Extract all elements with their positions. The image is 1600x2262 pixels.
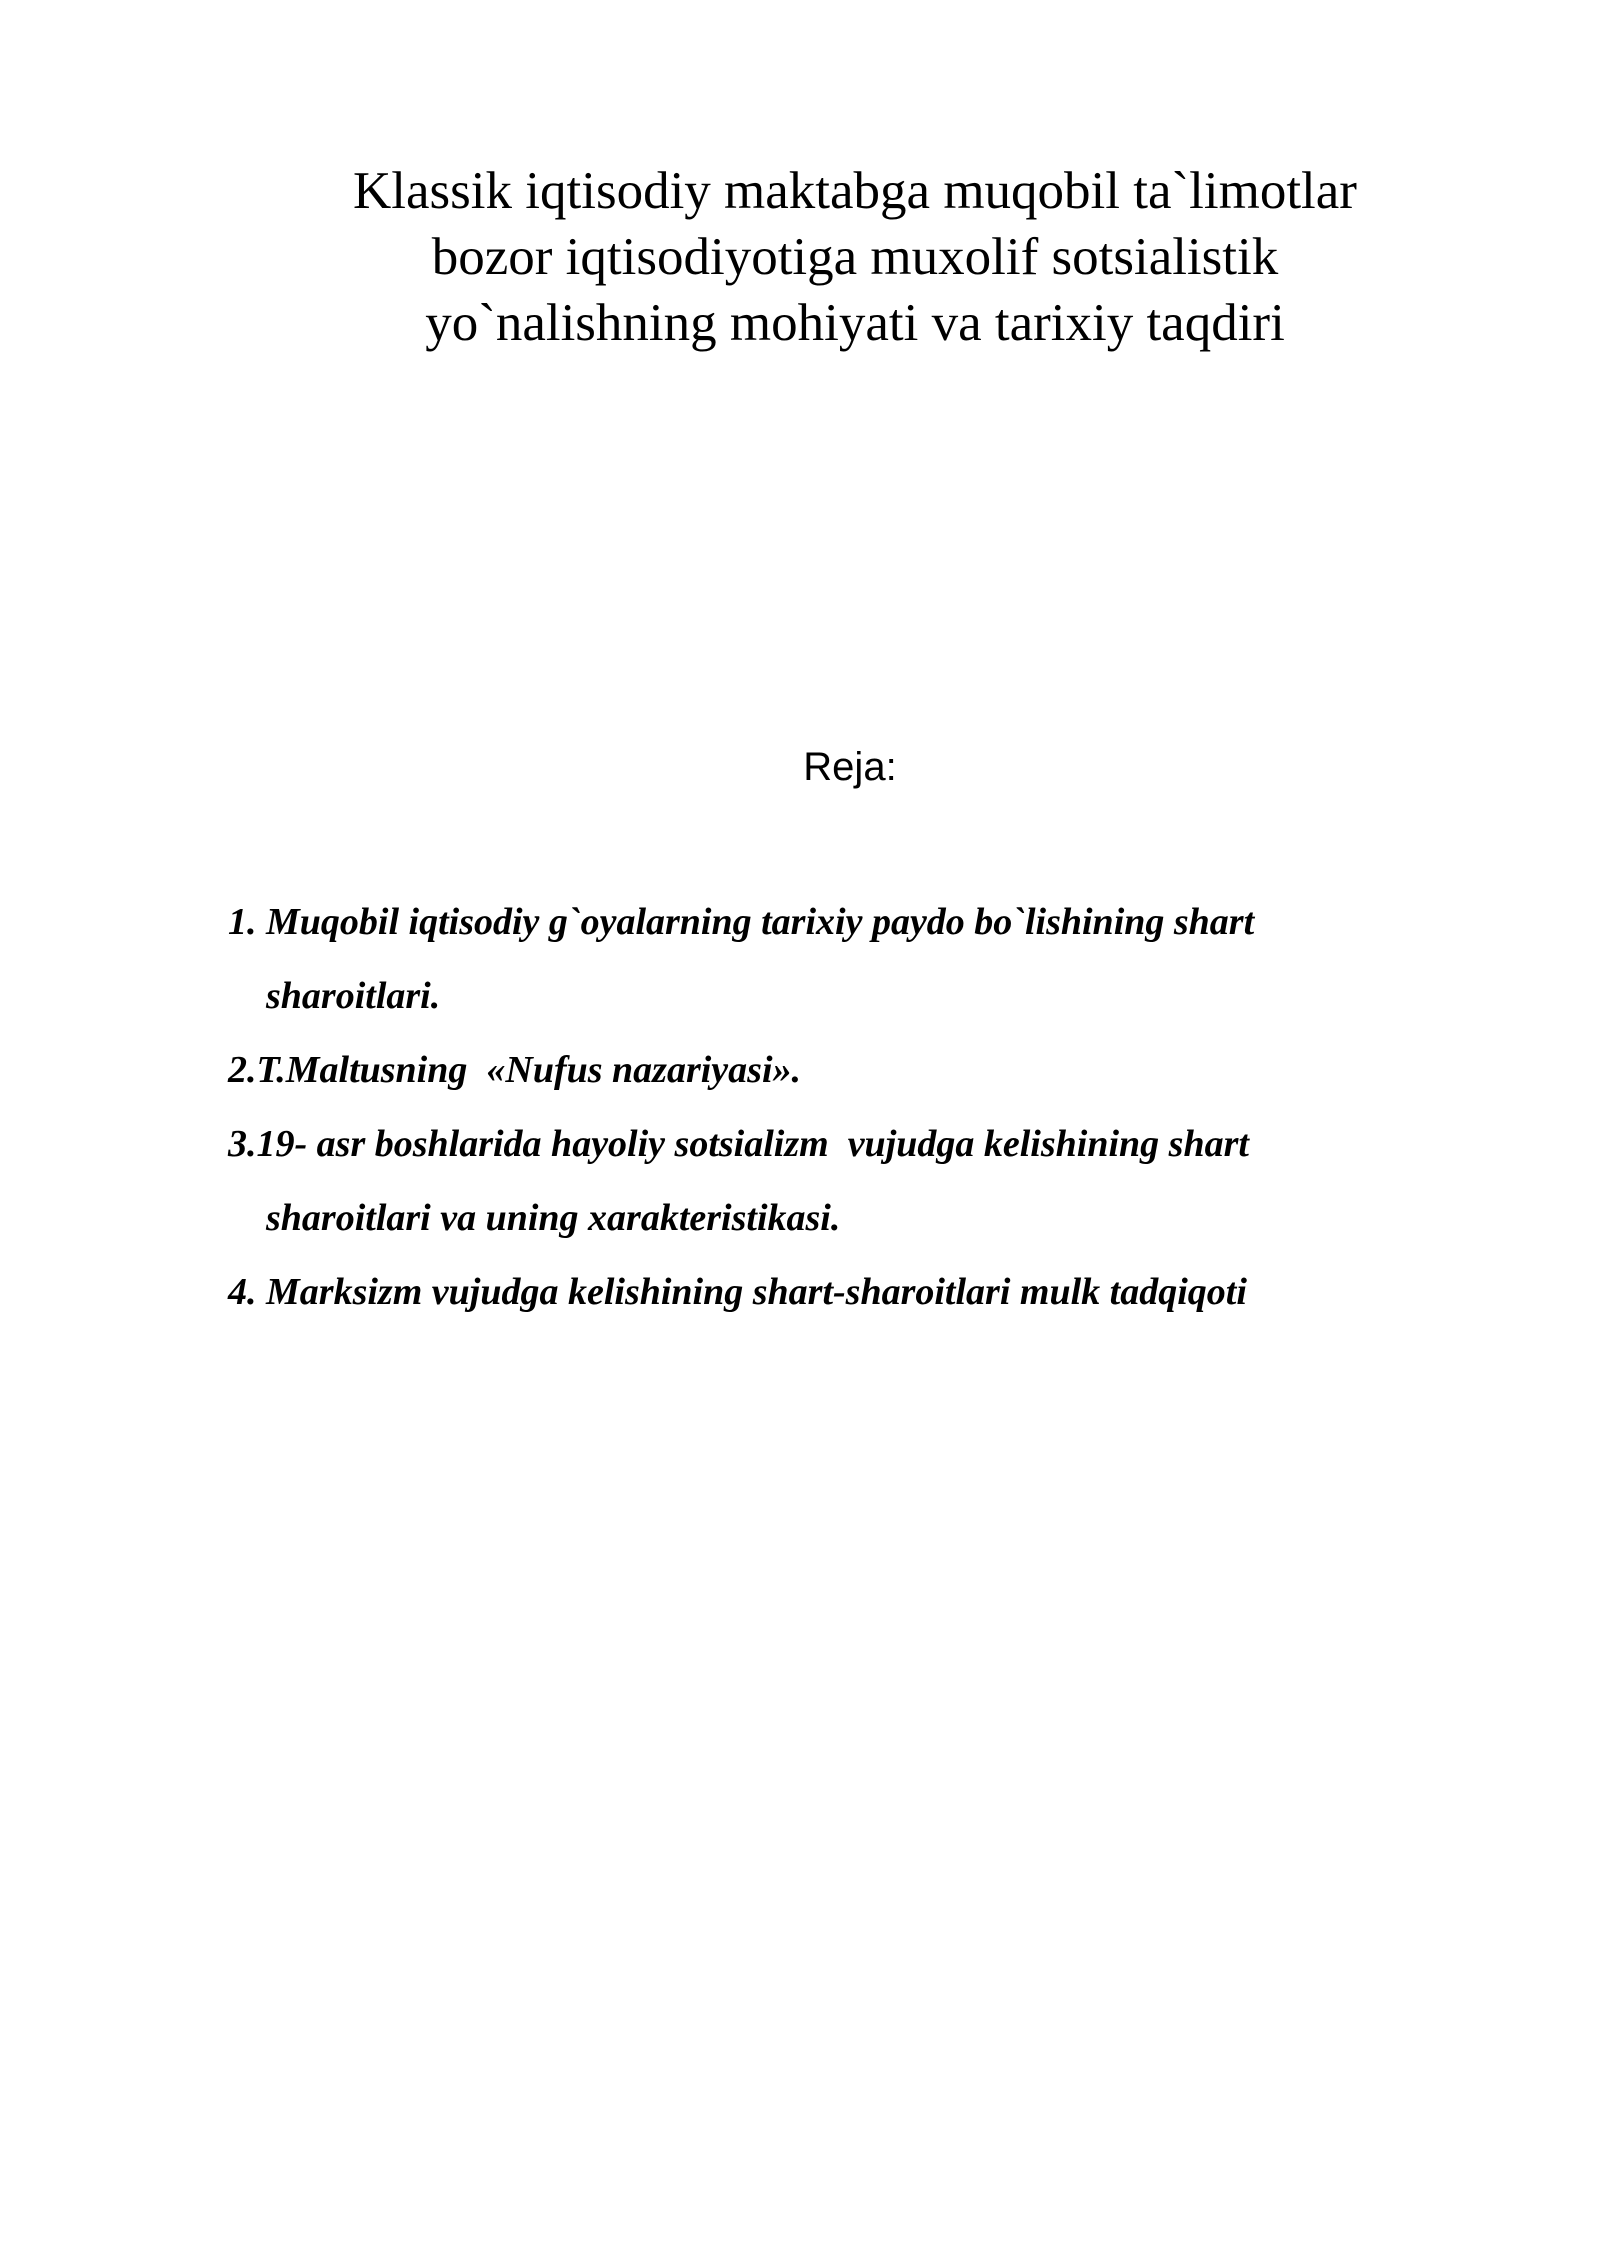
plan-list (228, 885, 1428, 1329)
plan-item-line: sharoitlari. (266, 975, 441, 1017)
plan-item (228, 1107, 1428, 1255)
plan-item-line: 4. Marksizm vujudga kelishining shart-sharoitlari mulk tadqiqoti (228, 1271, 1247, 1313)
plan-item-line: 2.T.Maltusning «Nufus nazariyasi». (228, 1049, 802, 1091)
plan-item (228, 1033, 1428, 1107)
plan-item (228, 885, 1428, 1033)
plan-item-line: 1. Muqobil iqtisodiy g`oyalarning tarixiy paydo bo`lishining shart (228, 901, 1255, 943)
plan-heading: Reja: (803, 745, 897, 789)
title-line: bozor iqtisodiyotiga muxolif sotsialistik (431, 228, 1279, 286)
title-line: Klassik iqtisodiy maktabga muqobil ta`limotlar (353, 162, 1357, 220)
title-line: yo`nalishning mohiyati va tarixiy taqdiri (425, 294, 1285, 352)
plan-item (228, 1255, 1428, 1329)
plan-item-line: 3.19- asr boshlarida hayoliy sotsializm vujudga kelishining shart (228, 1123, 1249, 1165)
plan-item-line: sharoitlari va uning xarakteristikasi. (266, 1197, 841, 1239)
document-title (290, 158, 1420, 356)
